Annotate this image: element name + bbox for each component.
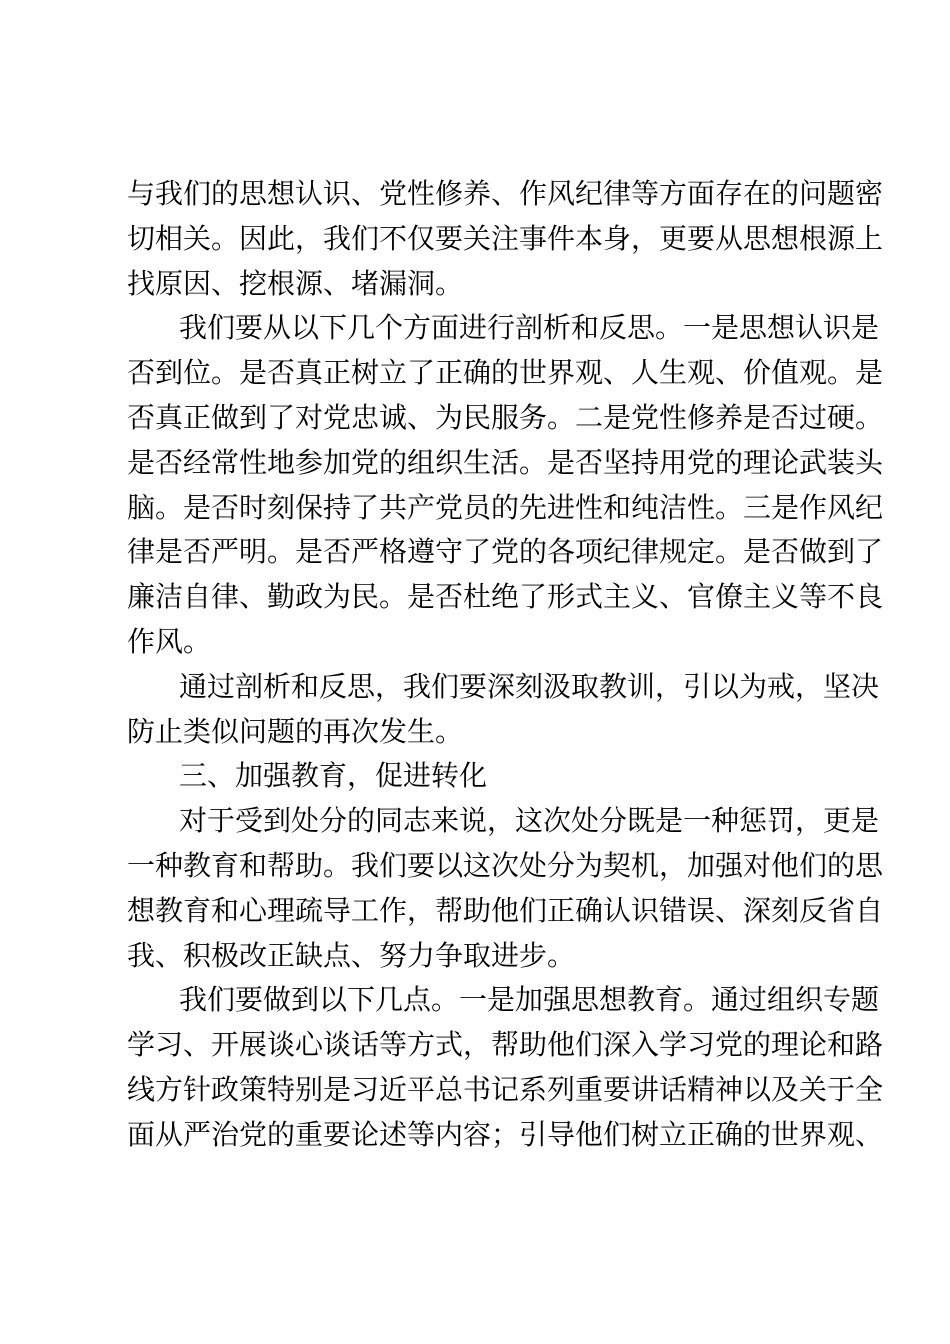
text-line: 我们要从以下几个方面进行剖析和反思。一是思想认识是 (179, 311, 880, 345)
text-line: 防止类似问题的再次发生。 (127, 714, 464, 748)
text-line: 对于受到处分的同志来说，这次处分既是一种惩罚，更是 (179, 804, 880, 838)
document-body (127, 172, 884, 1158)
text-line: 否到位。是否真正树立了正确的世界观、人生观、价值观。是 (127, 356, 884, 390)
text-line: 切相关。因此，我们不仅要关注事件本身，更要从思想根源上 (127, 221, 884, 255)
text-line: 脑。是否时刻保持了共产党员的先进性和纯洁性。三是作风纪 (127, 490, 884, 524)
text-line: 我们要做到以下几点。一是加强思想教育。通过组织专题 (179, 983, 880, 1017)
text-line: 想教育和心理疏导工作，帮助他们正确认识错误、深刻反省自 (127, 893, 884, 927)
text-line: 与我们的思想认识、党性修养、作风纪律等方面存在的问题密 (127, 177, 884, 210)
text-line: 作风。 (127, 624, 212, 658)
text-line: 通过剖析和反思，我们要深刻汲取教训，引以为戒，坚决 (179, 669, 880, 703)
text-line: 否真正做到了对党忠诚、为民服务。二是党性修养是否过硬。 (127, 400, 884, 434)
text-line: 一种教育和帮助。我们要以这次处分为契机，加强对他们的思 (127, 848, 884, 882)
text-line: 是否经常性地参加党的组织生活。是否坚持用党的理论武装头 (127, 445, 884, 479)
text-line: 找原因、挖根源、堵漏洞。 (127, 266, 464, 300)
text-line: 律是否严明。是否严格遵守了党的各项纪律规定。是否做到了 (127, 535, 884, 569)
text-line: 三、加强教育，促进转化 (179, 759, 488, 793)
text-line: 廉洁自律、勤政为民。是否杜绝了形式主义、官僚主义等不良 (127, 580, 884, 614)
text-line: 线方针政策特别是习近平总书记系列重要讲话精神以及关于全 (127, 1072, 884, 1106)
text-line: 面从严治党的重要论述等内容；引导他们树立正确的世界观、 (127, 1117, 884, 1151)
text-line: 学习、开展谈心谈话等方式，帮助他们深入学习党的理论和路 (127, 1028, 884, 1062)
text-line: 我、积极改正缺点、努力争取进步。 (127, 938, 576, 972)
